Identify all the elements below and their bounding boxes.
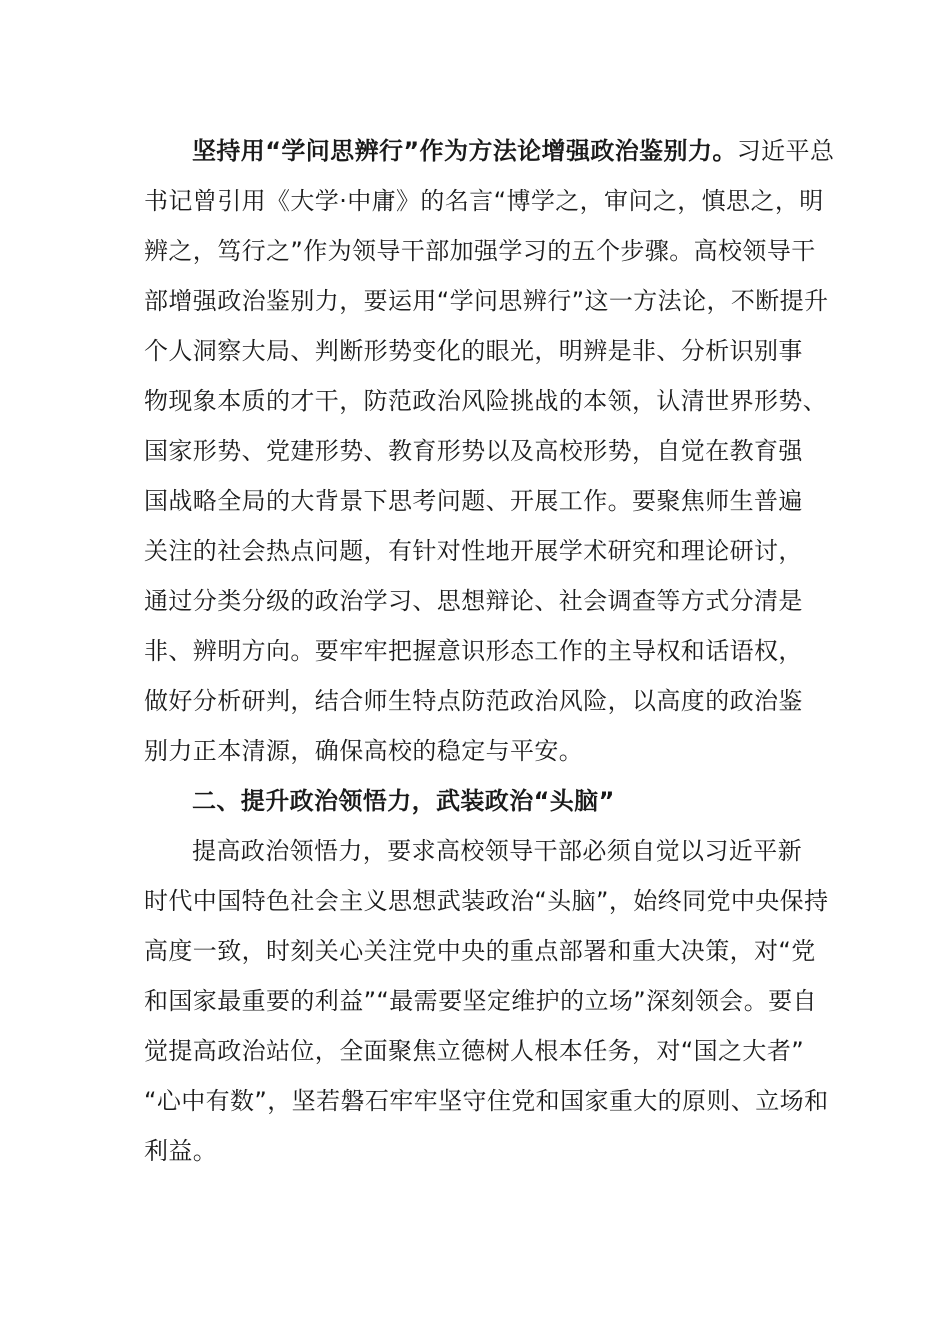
paragraph-1-line-12: 做好分析研判，结合师生特点防范政治风险，以高度的政治鉴 [144, 687, 803, 715]
paragraph-2-line-5: 觉提高政治站位，全面聚焦立德树人根本任务，对“国之大者” [144, 1037, 805, 1065]
paragraph-1-line-5: 个人洞察大局、判断形势变化的眼光，明辨是非、分析识别事 [144, 337, 803, 365]
paragraph-1-line-6: 物现象本质的才干，防范政治风险挑战的本领，认清世界形势、 [144, 387, 828, 415]
paragraph-2-line-4: 和国家最重要的利益”“最需要坚定维护的立场”深刻领会。要自 [144, 987, 817, 1015]
paragraph-2-line-1: 提高政治领悟力，要求高校领导干部必须自觉以习近平新 [192, 837, 802, 865]
paragraph-1-line-9: 关注的社会热点问题，有针对性地开展学术研究和理论研讨， [144, 537, 803, 565]
document-page [144, 126, 835, 1176]
paragraph-1-line-4: 部增强政治鉴别力，要运用“学问思辨行”这一方法论，不断提升 [144, 287, 829, 315]
paragraph-2-line-3: 高度一致，时刻关心关注党中央的重点部署和重大决策，对“党 [144, 937, 816, 965]
paragraph-1-line-13: 别力正本清源，确保高校的稳定与平安。 [144, 737, 584, 765]
paragraph-2-line-6: “心中有数”，坚若磐石牢牢坚守住党和国家重大的原则、立场和 [144, 1087, 829, 1115]
paragraph-1-line-11: 非、辨明方向。要牢牢把握意识形态工作的主导权和话语权， [144, 637, 803, 665]
paragraph-1-line-1 [144, 126, 835, 176]
paragraph-1-line-2: 书记曾引用《大学·中庸》的名言“博学之，审问之，慎思之，明 [144, 187, 824, 215]
paragraph-1-line-7: 国家形势、党建形势、教育形势以及高校形势，自觉在教育强 [144, 437, 803, 465]
paragraph-2-line-7: 利益。 [144, 1137, 218, 1165]
paragraph-1-line-8: 国战略全局的大背景下思考问题、开展工作。要聚焦师生普遍 [144, 487, 803, 515]
section-heading-2: 二、提升政治领悟力，武装政治“头脑” [192, 787, 615, 815]
paragraph-2-line-2: 时代中国特色社会主义思想武装政治“头脑”，始终同党中央保持 [144, 887, 829, 915]
paragraph-1-line-10: 通过分类分级的政治学习、思想辩论、社会调查等方式分清是 [144, 587, 803, 615]
paragraph-1-line-1-text: 习近平总 [736, 137, 835, 165]
paragraph-1-line-3: 辨之，笃行之”作为领导干部加强学习的五个步骤。高校领导干 [144, 237, 816, 265]
paragraph-1-lead: 坚持用“学问思辨行”作为方法论增强政治鉴别力。 [192, 137, 737, 165]
